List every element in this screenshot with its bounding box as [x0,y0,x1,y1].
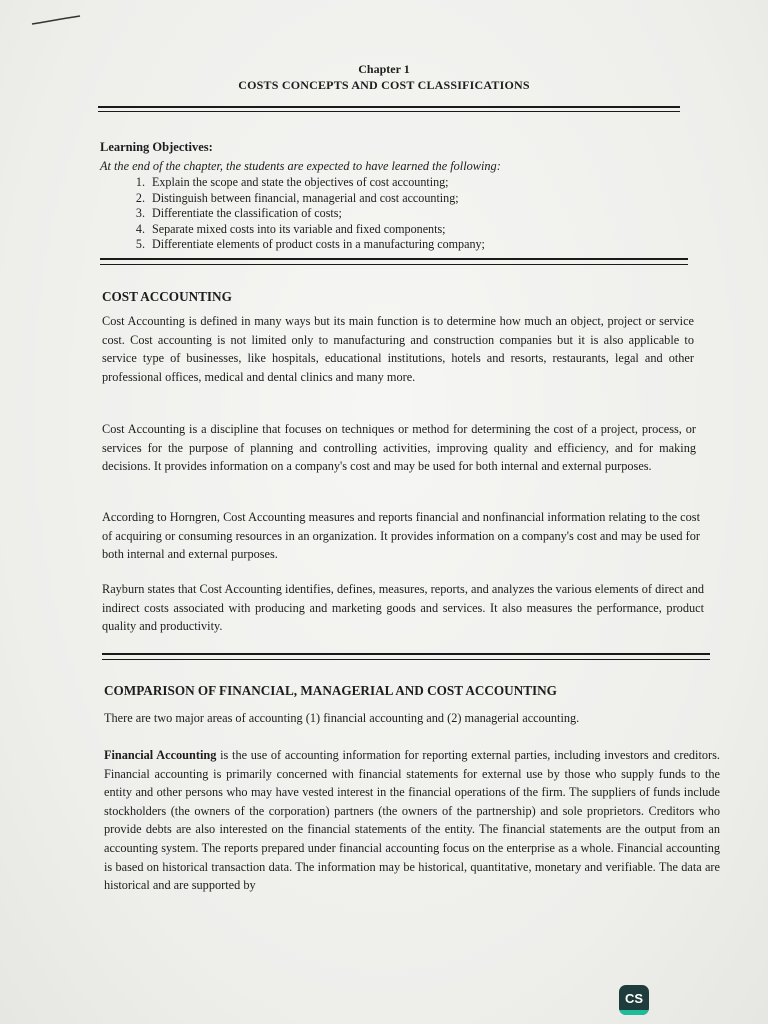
paragraph: Rayburn states that Cost Accounting identifies, defines, measures, reports, and analyzes the various elements of direct and indirect costs associated with producing and marketing goods and services. It also measures the performance, product quality and productivity. [102,582,704,634]
paragraph [104,746,720,895]
learning-objectives-heading: Learning Objectives: [100,140,213,154]
learning-objectives [100,138,685,253]
paragraph: According to Horngren, Cost Accounting measures and reports financial and nonfinancial information relating to the cost of acquiring or consuming resources in an organization. It provides information on a company's cost and may be used for both internal and external purposes. [102,510,700,562]
logo-accent-bar [619,1010,649,1015]
objective-item: 2. Distinguish between financial, managerial and cost accounting; [148,191,685,207]
pen-mark [30,14,82,26]
objective-item: 3. Differentiate the classification of costs; [148,206,685,222]
section-heading: COMPARISON OF FINANCIAL, MANAGERIAL AND COST ACCOUNTING [104,683,557,698]
divider [102,653,710,655]
paragraph: There are two major areas of accounting (1) financial accounting and (2) managerial accounting. [104,711,580,725]
objective-item: 1. Explain the scope and state the objectives of cost accounting; [148,175,685,191]
logo-text: CS [624,991,644,1006]
camscanner-logo [619,985,649,1015]
financial-accounting-text: is the use of accounting information for reporting external parties, including investors and creditors. Financial accounting is primarily concerned with financial statements for external use by those who supply funds to the entity and other persons who may have vested interest in the financial operations of the firm. The suppliers of funds include stockholders (the owners of the corporation) partners (the owners of the partnership) and sole proprietors. Creditors who provide debts are also interested on the financial statements of the entity. The financial statements are the output from an accounting system. The reports prepared under financial accounting focus on the enterprise as a whole. Financial accounting is based on historical transaction data. The information may be historical, quantitative, monetary and verifiable. The data are historical and are supported by [104,748,720,893]
divider [98,111,680,112]
chapter-number: Chapter 1 [358,62,410,76]
objective-item: 4. Separate mixed costs into its variable and fixed components; [148,222,685,238]
objectives-list [100,175,685,253]
section-heading: COST ACCOUNTING [102,289,232,304]
objective-item: 5. Differentiate elements of product costs in a manufacturing company; [148,237,685,253]
divider [98,106,680,108]
term-financial-accounting: Financial Accounting [104,748,217,762]
paragraph: Cost Accounting is defined in many ways but its main function is to determine how much an object, project or service cost. Cost accounting is not limited only to manufacturing and construction companies but it is also applicable to service type of businesses, like hospitals, educational institutions, hotels and resorts, restaurants, legal and other professional offices, medical and dental clinics and many more. [102,314,694,384]
learning-objectives-intro: At the end of the chapter, the students are expected to have learned the following: [100,158,501,173]
divider [102,659,710,660]
paragraph: Cost Accounting is a discipline that focuses on techniques or method for determining the cost of a project, process, or services for the purpose of planning and controlling activities, improving quality and efficiency, and for making decisions. It provides information on a company's cost and may be used for both internal and external purposes. [102,422,696,474]
divider [100,264,688,265]
divider [100,258,688,260]
chapter-title: COSTS CONCEPTS AND COST CLASSIFICATIONS [238,78,530,92]
